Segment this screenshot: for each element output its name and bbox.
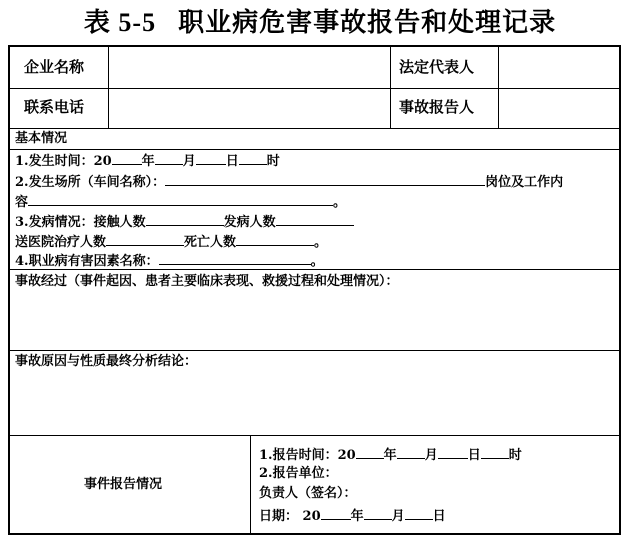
title-text: 职业病危害事故报告和处理记录	[178, 8, 557, 38]
col-divider-3	[498, 45, 499, 129]
report-person-line: 负责人（签名）：	[259, 486, 357, 501]
legal-rep-label: 法定代表人	[399, 58, 475, 76]
company-name-label: 企业名称	[24, 58, 85, 76]
accident-process-label: 事故经过（事件起因、患者主要临床表现、救援过程和处理情况）：	[15, 274, 399, 289]
col-divider-2	[390, 45, 391, 129]
page-title	[0, 4, 640, 42]
occurrence-time-line: 1.发生时间：20 年 月 日 时	[15, 151, 280, 171]
report-date-line: 日期： 20 年 月 日	[259, 506, 446, 526]
hospital-line: 送医院治疗人数 死亡人数 。	[15, 232, 327, 252]
report-time-line: 1.报告时间：20 年 月 日 时	[259, 445, 522, 465]
row-divider-5	[9, 435, 620, 436]
company-name-field[interactable]	[110, 47, 389, 87]
phone-field[interactable]	[110, 90, 389, 127]
occurrence-place-cont: 容 。	[15, 192, 346, 212]
legal-rep-field[interactable]	[500, 47, 619, 87]
accident-process-field[interactable]	[10, 292, 619, 348]
row-divider-2	[9, 128, 620, 129]
table-number: 表 5-5	[83, 8, 157, 37]
col-divider-1	[108, 45, 109, 129]
row-divider-1	[9, 88, 620, 89]
basic-heading-divider	[9, 149, 620, 150]
reporter-field[interactable]	[500, 90, 619, 127]
phone-label: 联系电话	[24, 98, 85, 116]
hazard-factor-line: 4.职业病有害因素名称： 。	[15, 251, 324, 271]
report-col-divider	[250, 435, 251, 535]
report-unit-line: 2.报告单位：	[259, 466, 338, 481]
report-status-label: 事件报告情况	[84, 477, 163, 492]
occurrence-place-line: 2.发生场所（车间名称）： 岗位及工作内	[15, 172, 563, 192]
accident-cause-label: 事故原因与性质最终分析结论：	[15, 354, 198, 369]
accident-cause-field[interactable]	[10, 372, 619, 433]
row-divider-4	[9, 350, 620, 351]
basic-heading: 基本情况	[15, 131, 68, 146]
reporter-label: 事故报告人	[399, 98, 475, 116]
illness-line: 3.发病情况：接触人数 发病人数	[15, 212, 354, 232]
